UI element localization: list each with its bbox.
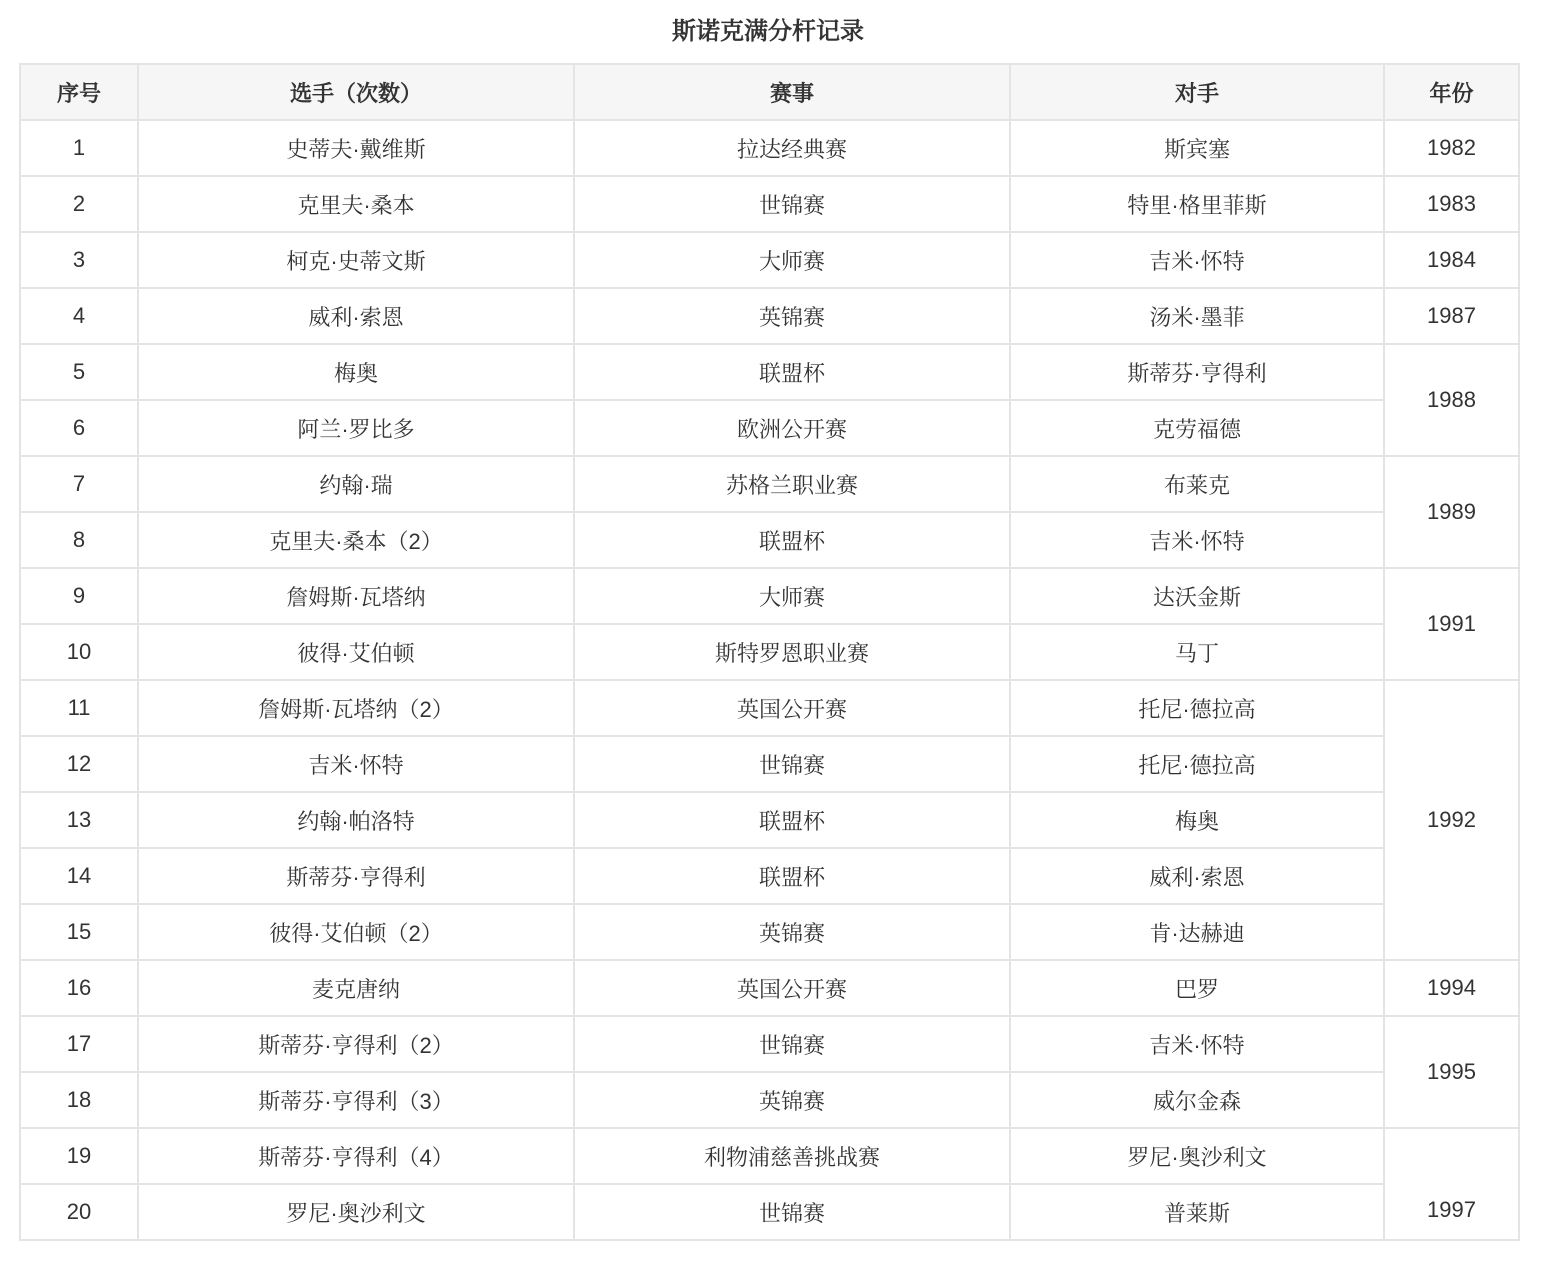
cell-event: 拉达经典赛 — [574, 120, 1010, 176]
cell-opponent: 巴罗 — [1010, 960, 1384, 1016]
cell-event: 英国公开赛 — [574, 680, 1010, 736]
cell-player: 威利·索恩 — [138, 288, 574, 344]
cell-opponent: 斯蒂芬·亨得利 — [1010, 344, 1384, 400]
cell-year: 1992 — [1384, 680, 1519, 960]
table-row — [20, 344, 1519, 400]
cell-player: 詹姆斯·瓦塔纳 — [138, 568, 574, 624]
cell-opponent: 罗尼·奥沙利文 — [1010, 1128, 1384, 1184]
table-row — [20, 1184, 1519, 1240]
cell-year: 1983 — [1384, 176, 1519, 232]
cell-player: 阿兰·罗比多 — [138, 400, 574, 456]
table-row — [20, 1072, 1519, 1128]
cell-event: 英锦赛 — [574, 904, 1010, 960]
cell-player: 麦克唐纳 — [138, 960, 574, 1016]
header-player: 选手（次数） — [138, 64, 574, 120]
cell-event: 联盟杯 — [574, 792, 1010, 848]
cell-opponent: 托尼·德拉高 — [1010, 680, 1384, 736]
header-number: 序号 — [20, 64, 138, 120]
table-row — [20, 680, 1519, 736]
cell-number: 7 — [20, 456, 138, 512]
cell-player: 柯克·史蒂文斯 — [138, 232, 574, 288]
cell-number: 16 — [20, 960, 138, 1016]
cell-number: 15 — [20, 904, 138, 960]
cell-number: 13 — [20, 792, 138, 848]
cell-number: 14 — [20, 848, 138, 904]
cell-player: 克里夫·桑本 — [138, 176, 574, 232]
cell-number: 8 — [20, 512, 138, 568]
cell-opponent: 托尼·德拉高 — [1010, 736, 1384, 792]
header-opponent: 对手 — [1010, 64, 1384, 120]
cell-opponent: 马丁 — [1010, 624, 1384, 680]
cell-opponent: 吉米·怀特 — [1010, 1016, 1384, 1072]
cell-opponent: 布莱克 — [1010, 456, 1384, 512]
cell-event: 苏格兰职业赛 — [574, 456, 1010, 512]
cell-opponent: 梅奥 — [1010, 792, 1384, 848]
cell-opponent: 吉米·怀特 — [1010, 232, 1384, 288]
cell-event: 联盟杯 — [574, 344, 1010, 400]
cell-player: 克里夫·桑本（2） — [138, 512, 574, 568]
cell-player: 斯蒂芬·亨得利 — [138, 848, 574, 904]
cell-player: 彼得·艾伯顿（2） — [138, 904, 574, 960]
cell-event: 世锦赛 — [574, 176, 1010, 232]
cell-opponent: 达沃金斯 — [1010, 568, 1384, 624]
cell-number: 9 — [20, 568, 138, 624]
cell-player: 斯蒂芬·亨得利（3） — [138, 1072, 574, 1128]
cell-event: 英锦赛 — [574, 288, 1010, 344]
cell-player: 斯蒂芬·亨得利（4） — [138, 1128, 574, 1184]
cell-number: 6 — [20, 400, 138, 456]
table-row — [20, 232, 1519, 288]
table-row — [20, 848, 1519, 904]
cell-year: 1991 — [1384, 568, 1519, 680]
cell-event: 欧洲公开赛 — [574, 400, 1010, 456]
cell-year: 1994 — [1384, 960, 1519, 1016]
cell-number: 5 — [20, 344, 138, 400]
cell-number: 12 — [20, 736, 138, 792]
cell-player: 约翰·帕洛特 — [138, 792, 574, 848]
header-event: 赛事 — [574, 64, 1010, 120]
cell-opponent: 威尔金森 — [1010, 1072, 1384, 1128]
cell-event: 大师赛 — [574, 568, 1010, 624]
cell-player: 吉米·怀特 — [138, 736, 574, 792]
cell-player: 斯蒂芬·亨得利（2） — [138, 1016, 574, 1072]
cell-number: 17 — [20, 1016, 138, 1072]
cell-number: 19 — [20, 1128, 138, 1184]
cell-opponent: 汤米·墨菲 — [1010, 288, 1384, 344]
cell-event: 斯特罗恩职业赛 — [574, 624, 1010, 680]
cell-number: 2 — [20, 176, 138, 232]
cell-number: 4 — [20, 288, 138, 344]
table-row — [20, 960, 1519, 1016]
century-break-table — [19, 63, 1520, 1241]
cell-year: 1984 — [1384, 232, 1519, 288]
table-row — [20, 288, 1519, 344]
cell-opponent: 威利·索恩 — [1010, 848, 1384, 904]
cell-number: 11 — [20, 680, 138, 736]
cell-event: 英国公开赛 — [574, 960, 1010, 1016]
table-row — [20, 736, 1519, 792]
cell-opponent: 特里·格里菲斯 — [1010, 176, 1384, 232]
table-row — [20, 120, 1519, 176]
cell-event: 世锦赛 — [574, 736, 1010, 792]
cell-number: 3 — [20, 232, 138, 288]
cell-event: 联盟杯 — [574, 512, 1010, 568]
cell-event: 联盟杯 — [574, 848, 1010, 904]
header-year: 年份 — [1384, 64, 1519, 120]
table-row — [20, 1128, 1519, 1184]
cell-opponent: 斯宾塞 — [1010, 120, 1384, 176]
table-row — [20, 400, 1519, 456]
cell-year: 1989 — [1384, 456, 1519, 568]
cell-year: 1988 — [1384, 344, 1519, 456]
table-row — [20, 1016, 1519, 1072]
cell-number: 18 — [20, 1072, 138, 1128]
cell-event: 大师赛 — [574, 232, 1010, 288]
cell-player: 彼得·艾伯顿 — [138, 624, 574, 680]
cell-number: 10 — [20, 624, 138, 680]
table-row — [20, 456, 1519, 512]
table-row — [20, 904, 1519, 960]
cell-number: 20 — [20, 1184, 138, 1240]
table-row — [20, 568, 1519, 624]
cell-event: 世锦赛 — [574, 1016, 1010, 1072]
cell-opponent: 克劳福德 — [1010, 400, 1384, 456]
cell-opponent: 普莱斯 — [1010, 1184, 1384, 1240]
cell-player: 梅奥 — [138, 344, 574, 400]
cell-year: 1997 — [1384, 1128, 1519, 1240]
table-row — [20, 512, 1519, 568]
cell-event: 英锦赛 — [574, 1072, 1010, 1128]
cell-player: 史蒂夫·戴维斯 — [138, 120, 574, 176]
cell-opponent: 肯·达赫迪 — [1010, 904, 1384, 960]
table-row — [20, 624, 1519, 680]
cell-event: 利物浦慈善挑战赛 — [574, 1128, 1010, 1184]
cell-player: 詹姆斯·瓦塔纳（2） — [138, 680, 574, 736]
cell-opponent: 吉米·怀特 — [1010, 512, 1384, 568]
cell-year: 1995 — [1384, 1016, 1519, 1128]
table-row — [20, 176, 1519, 232]
cell-year: 1982 — [1384, 120, 1519, 176]
cell-number: 1 — [20, 120, 138, 176]
cell-year: 1987 — [1384, 288, 1519, 344]
table-row — [20, 792, 1519, 848]
cell-player: 约翰·瑞 — [138, 456, 574, 512]
table-header-row — [20, 64, 1519, 120]
cell-event: 世锦赛 — [574, 1184, 1010, 1240]
page-title: 斯诺克满分杆记录 — [672, 18, 864, 45]
cell-player: 罗尼·奥沙利文 — [138, 1184, 574, 1240]
